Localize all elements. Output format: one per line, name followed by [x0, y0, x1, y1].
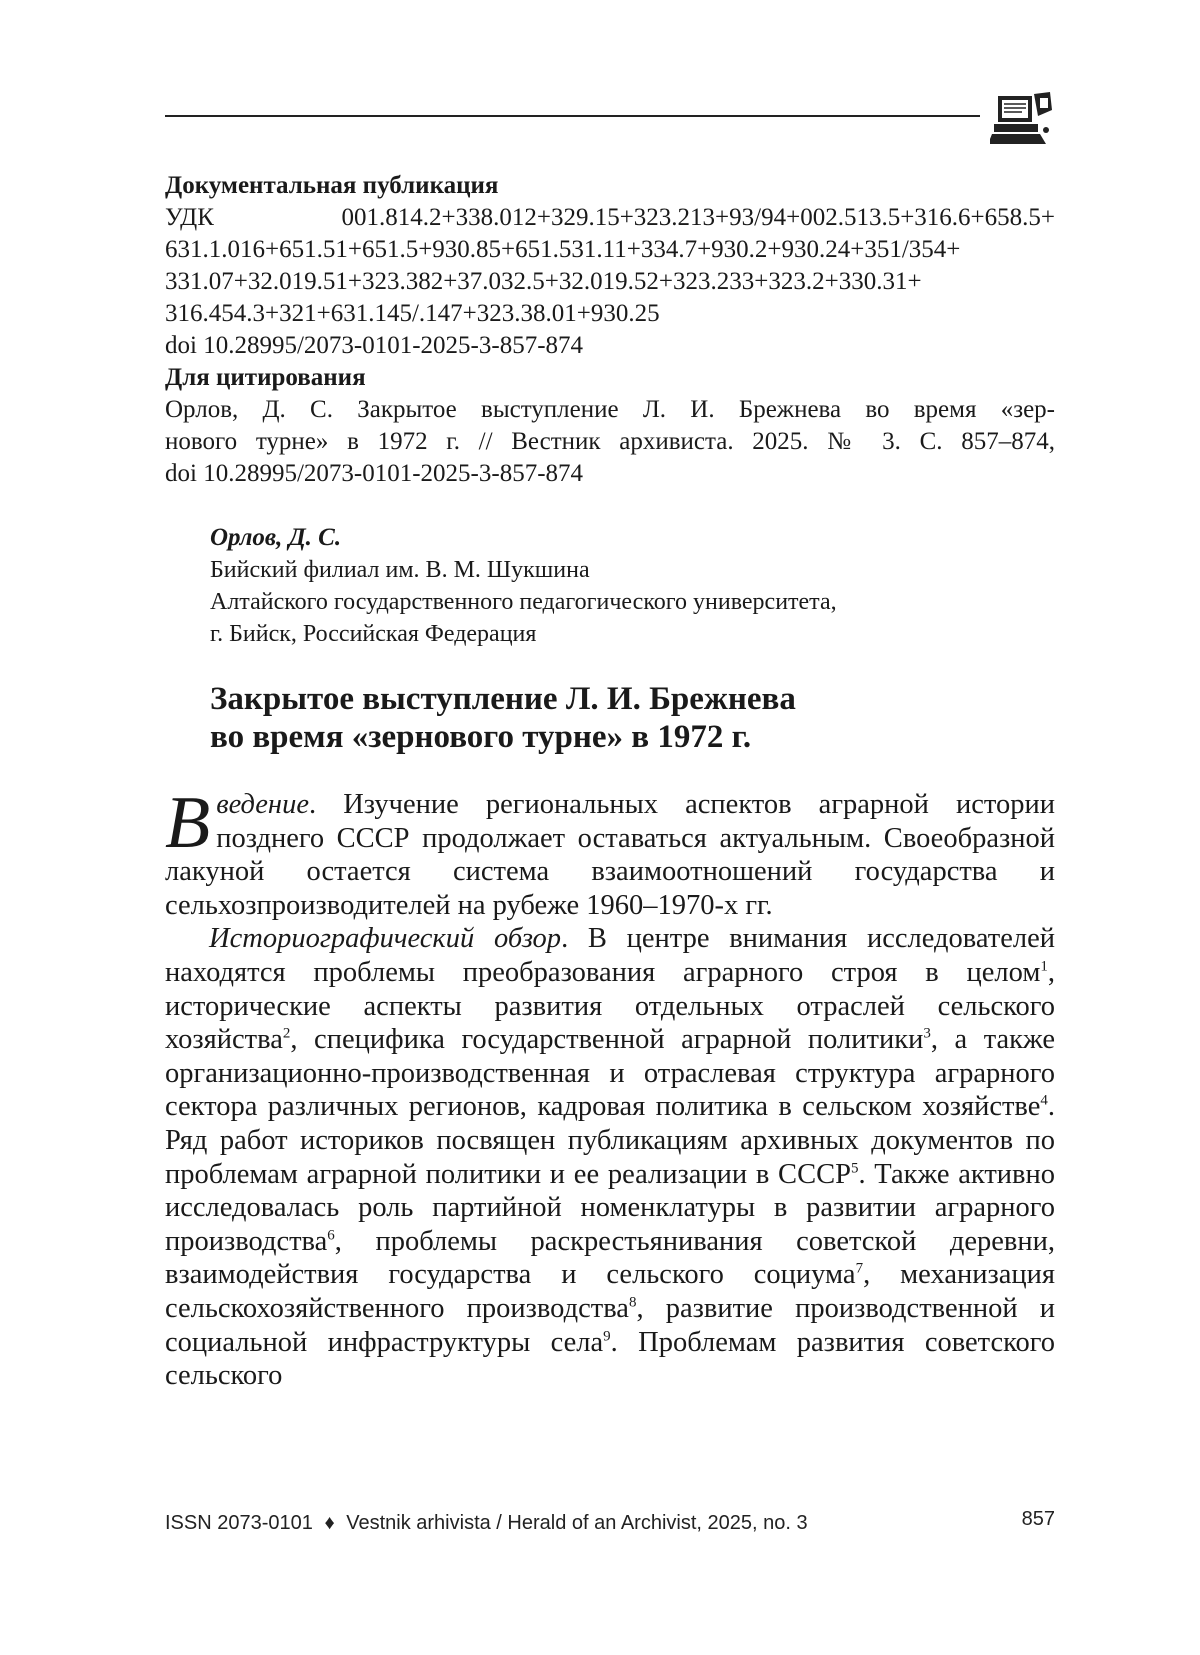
- citation-line: Орлов, Д. С. Закрытое выступление Л. И. Брежнева во время «зер-: [165, 396, 1055, 423]
- affiliation-line: Бийский филиал им. В. М. Шукшина: [210, 557, 590, 583]
- paragraph-text: . В центре внимания исследователей находятся проблемы преобразования аграрного строя в целом: [165, 923, 1055, 988]
- footnote-ref[interactable]: 6: [327, 1227, 335, 1244]
- page-footer: [165, 1508, 1055, 1535]
- paragraph-text: , а также организационно-производственная и отраслевая структура аграрного сектора различных регионов, кадровая политика в сельском хозяйстве: [165, 1024, 1055, 1123]
- footnote-ref[interactable]: 4: [1040, 1092, 1048, 1109]
- publication-meta: [165, 170, 1055, 490]
- paragraph-text: , проблемы раскрестьянивания советской деревни, взаимодействия государства и сельского социума: [165, 1225, 1055, 1291]
- doi: doi 10.28995/2073-0101-2025-3-857-874: [165, 332, 584, 359]
- author-block: [210, 522, 1010, 650]
- footnote-ref[interactable]: 3: [923, 1025, 931, 1042]
- udk-line: 316.454.3+321+631.145/.147+323.38.01+930.25: [165, 300, 660, 327]
- paragraph-text: . Проблемам развития советского сельского: [165, 1326, 1055, 1392]
- paragraph-text: . Изучение региональных аспектов аграрной истории позднего СССР продолжает оставаться актуальным. Своеобразной лакуной остается система взаимоотношений государства и сельхозпроизводителей на рубеже 1960–1970-х гг.: [165, 789, 1055, 921]
- footnote-ref[interactable]: 2: [282, 1025, 291, 1042]
- paragraph-introduction: [165, 782, 1055, 922]
- page-number: 857: [1021, 1508, 1055, 1530]
- paragraph-text: , развитие производственной и социальной инфраструктуры села: [165, 1292, 1055, 1358]
- section-lead: Историографический обзор: [209, 923, 562, 955]
- citation-line: нового турне» в 1972 г. // Вестник архивиста. 2025. № 3. С. 857–874,: [165, 428, 1055, 455]
- title-line: во время «зернового турне» в 1972 г.: [210, 719, 752, 755]
- issn: ISSN 2073-0101: [165, 1512, 313, 1534]
- separator-diamond-icon: ♦: [324, 1512, 335, 1534]
- article-body: [165, 782, 1056, 1393]
- citation-doi: doi 10.28995/2073-0101-2025-3-857-874: [165, 460, 584, 487]
- drop-cap: В: [165, 782, 211, 864]
- paragraph-text: . Также активно исследовалась роль партийной номенклатуры в развитии аграрного производства: [165, 1158, 1055, 1257]
- paragraph-text: . Ряд работ историков посвящен публикациям архивных документов по проблемам аграрной политики и ее реализации в СССР: [165, 1091, 1055, 1190]
- header-rule: [165, 115, 980, 117]
- citation-label: Для цитирования: [165, 364, 366, 391]
- article-title: [210, 680, 1030, 756]
- journal-name: Vestnik arhivista / Herald of an Archivist, 2025, no. 3: [346, 1512, 808, 1534]
- footnote-ref[interactable]: 9: [603, 1328, 611, 1344]
- paragraph-text: , исторические аспекты развития отдельных отраслей сельского хозяйства: [165, 956, 1055, 1056]
- paragraph-text: , механизация сельскохозяйственного производства: [165, 1259, 1056, 1324]
- udk-line: УДК 001.814.2+338.012+329.15+323.213+93/94+002.513.5+316.6+658.5+: [165, 204, 1055, 231]
- section-lead: ведение: [216, 789, 309, 820]
- footnote-ref[interactable]: 5: [850, 1160, 859, 1177]
- udk-line: 631.1.016+651.51+651.5+930.85+651.531.11+334.7+930.2+930.24+351/354+: [165, 236, 961, 263]
- footnote-ref[interactable]: 7: [855, 1260, 864, 1277]
- affiliation-line: г. Бийск, Российская Федерация: [210, 621, 537, 647]
- author-name: Орлов, Д. С.: [210, 524, 342, 551]
- paragraph-historiography: [165, 922, 1055, 1392]
- footnote-ref[interactable]: 8: [628, 1294, 637, 1311]
- computer-terminal-icon: [990, 90, 1054, 148]
- udk-line: 331.07+32.019.51+323.382+37.032.5+32.019.52+323.233+323.2+330.31+: [165, 268, 922, 295]
- title-line: Закрытое выступление Л. И. Брежнева: [210, 681, 796, 717]
- footnote-ref[interactable]: 1: [1040, 958, 1048, 975]
- affiliation-line: Алтайского государственного педагогического университета,: [210, 589, 837, 615]
- publication-type: Документальная публикация: [165, 172, 499, 199]
- paragraph-text: , специфика государственной аграрной политики: [290, 1024, 924, 1056]
